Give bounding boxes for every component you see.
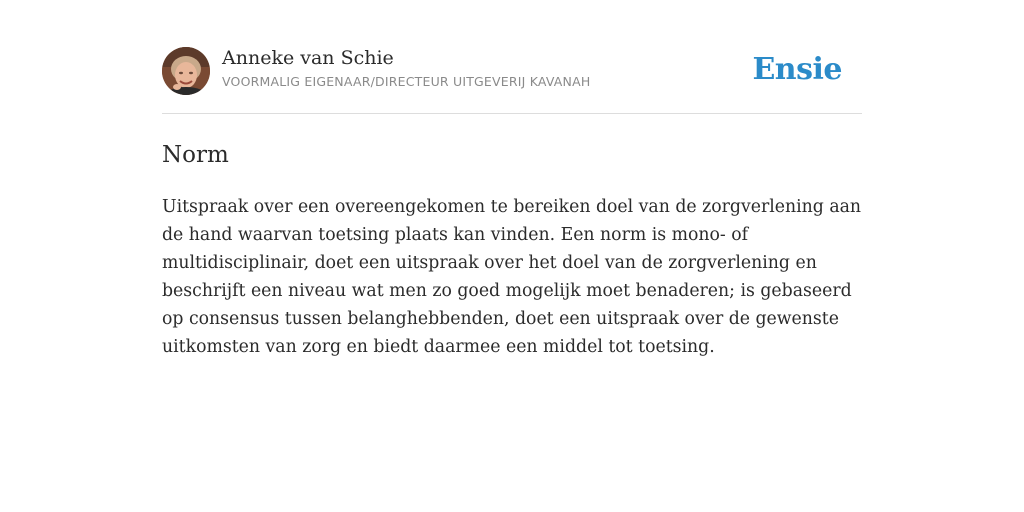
card-header (162, 46, 862, 114)
avatar[interactable] (162, 47, 210, 95)
entry-term: Norm (162, 142, 229, 168)
entry-definition: Uitspraak over een overeengekomen te bereiken doel van de zorgverlening aan de hand waarvan toetsing plaats kan vinden. Een norm is mono- of multidisciplinair, doet een uitspraak over het doel van de zorgverlening en beschrijft een niveau wat men zo goed mogelijk moet benaderen; is gebaseerd op consensus tussen belanghebbenden, doet een uitspraak over de gewenste uitkomsten van zorg en biedt daarmee een middel tot toetsing. (162, 197, 862, 357)
definition-card (162, 46, 862, 361)
ensie-logo[interactable]: Ensie (752, 52, 842, 87)
author-role: VOORMALIG EIGENAAR/DIRECTEUR UITGEVERIJ KAVANAH (222, 74, 591, 89)
author-photo-icon (162, 47, 210, 95)
author-name[interactable]: Anneke van Schie (222, 47, 394, 69)
